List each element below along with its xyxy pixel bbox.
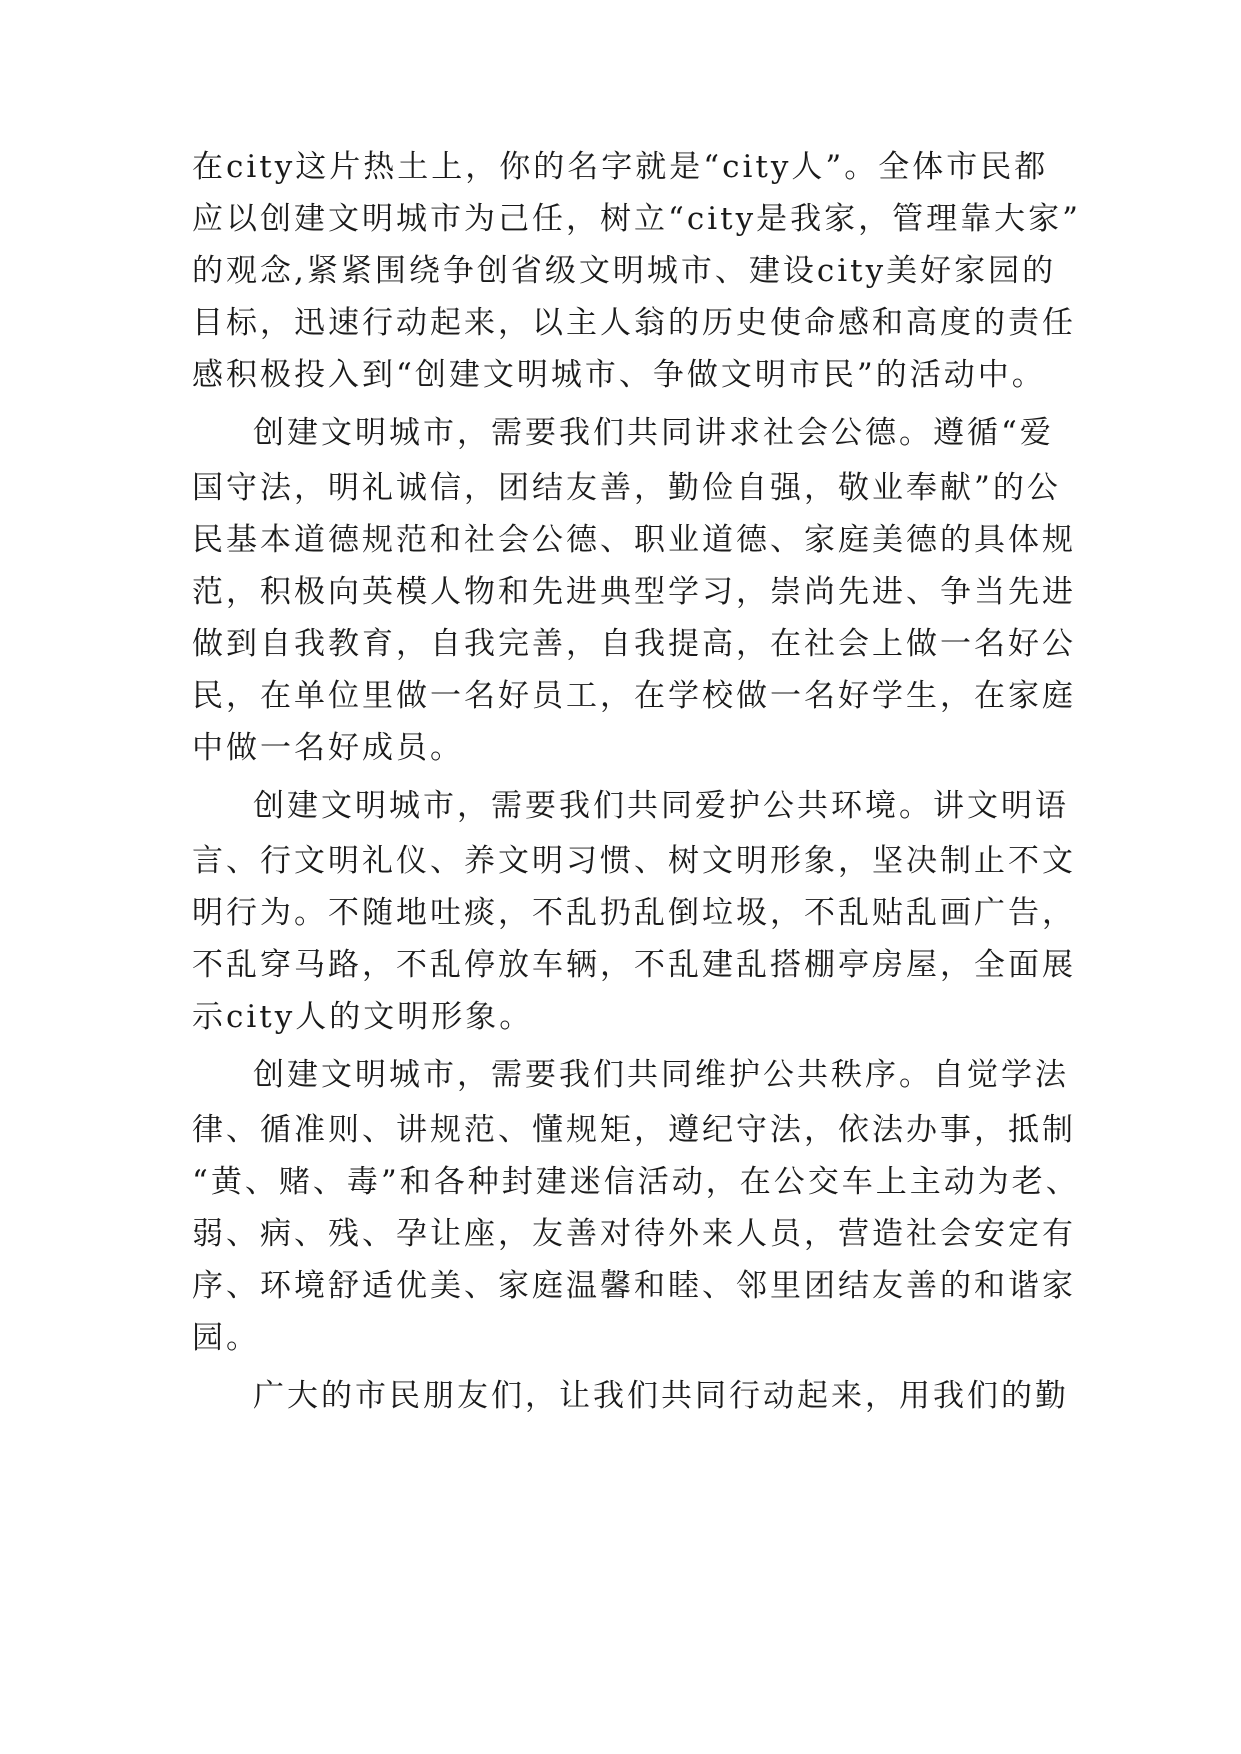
paragraph-2-line-1: 创建文明城市，需要我们共同讲求社会公德。遵循“爱 — [253, 415, 1054, 451]
paragraph-3-line-4: 不乱穿马路，不乱停放车辆，不乱建乱搭棚亭房屋，全面展 — [192, 947, 1076, 983]
paragraph-1-line-2: 应以创建文明城市为己任，树立“city是我家，管理靠大家” — [192, 201, 1081, 237]
paragraph-2-line-2: 国守法，明礼诚信，团结友善，勤俭自强，敬业奉献”的公 — [192, 470, 1061, 506]
paragraph-1-line-1: 在city这片热土上，你的名字就是“city人”。全体市民都 — [192, 149, 1049, 185]
paragraph-2-line-6: 民，在单位里做一名好员工，在学校做一名好学生，在家庭 — [192, 678, 1076, 714]
paragraph-1-line-4: 目标，迅速行动起来，以主人翁的历史使命感和高度的责任 — [192, 305, 1076, 341]
paragraph-4-line-5: 序、环境舒适优美、家庭温馨和睦、邻里团结友善的和谐家 — [192, 1268, 1076, 1304]
paragraph-4-line-3: “黄、赌、毒”和各种封建迷信活动，在公交车上主动为老、 — [192, 1164, 1080, 1200]
paragraph-2-line-4: 范，积极向英模人物和先进典型学习，崇尚先进、争当先进 — [192, 574, 1076, 610]
paragraph-3-line-3: 明行为。不随地吐痰，不乱扔乱倒垃圾，不乱贴乱画广告， — [192, 895, 1076, 931]
paragraph-1-line-3: 的观念,紧紧围绕争创省级文明城市、建设city美好家园的 — [192, 253, 1057, 289]
paragraph-2-line-7: 中做一名好成员。 — [192, 730, 464, 766]
paragraph-4-line-4: 弱、病、残、孕让座，友善对待外来人员，营造社会安定有 — [192, 1216, 1076, 1252]
paragraph-3-line-1: 创建文明城市，需要我们共同爱护公共环境。讲文明语 — [253, 788, 1069, 824]
paragraph-2-line-3: 民基本道德规范和社会公德、职业道德、家庭美德的具体规 — [192, 522, 1076, 558]
paragraph-4-line-6: 园。 — [192, 1320, 260, 1356]
paragraph-1-line-5: 感积极投入到“创建文明城市、争做文明市民”的活动中。 — [192, 357, 1046, 393]
paragraph-4-line-2: 律、循准则、讲规范、懂规矩，遵纪守法，依法办事，抵制 — [192, 1112, 1076, 1148]
paragraph-4-line-1: 创建文明城市，需要我们共同维护公共秩序。自觉学法 — [253, 1057, 1069, 1093]
paragraph-2-line-5: 做到自我教育，自我完善，自我提高，在社会上做一名好公 — [192, 626, 1076, 662]
paragraph-3-line-2: 言、行文明礼仪、养文明习惯、树文明形象，坚决制止不文 — [192, 843, 1076, 879]
paragraph-5-line-1: 广大的市民朋友们，让我们共同行动起来，用我们的勤 — [253, 1378, 1069, 1414]
paragraph-3-line-5: 示city人的文明形象。 — [192, 999, 534, 1035]
